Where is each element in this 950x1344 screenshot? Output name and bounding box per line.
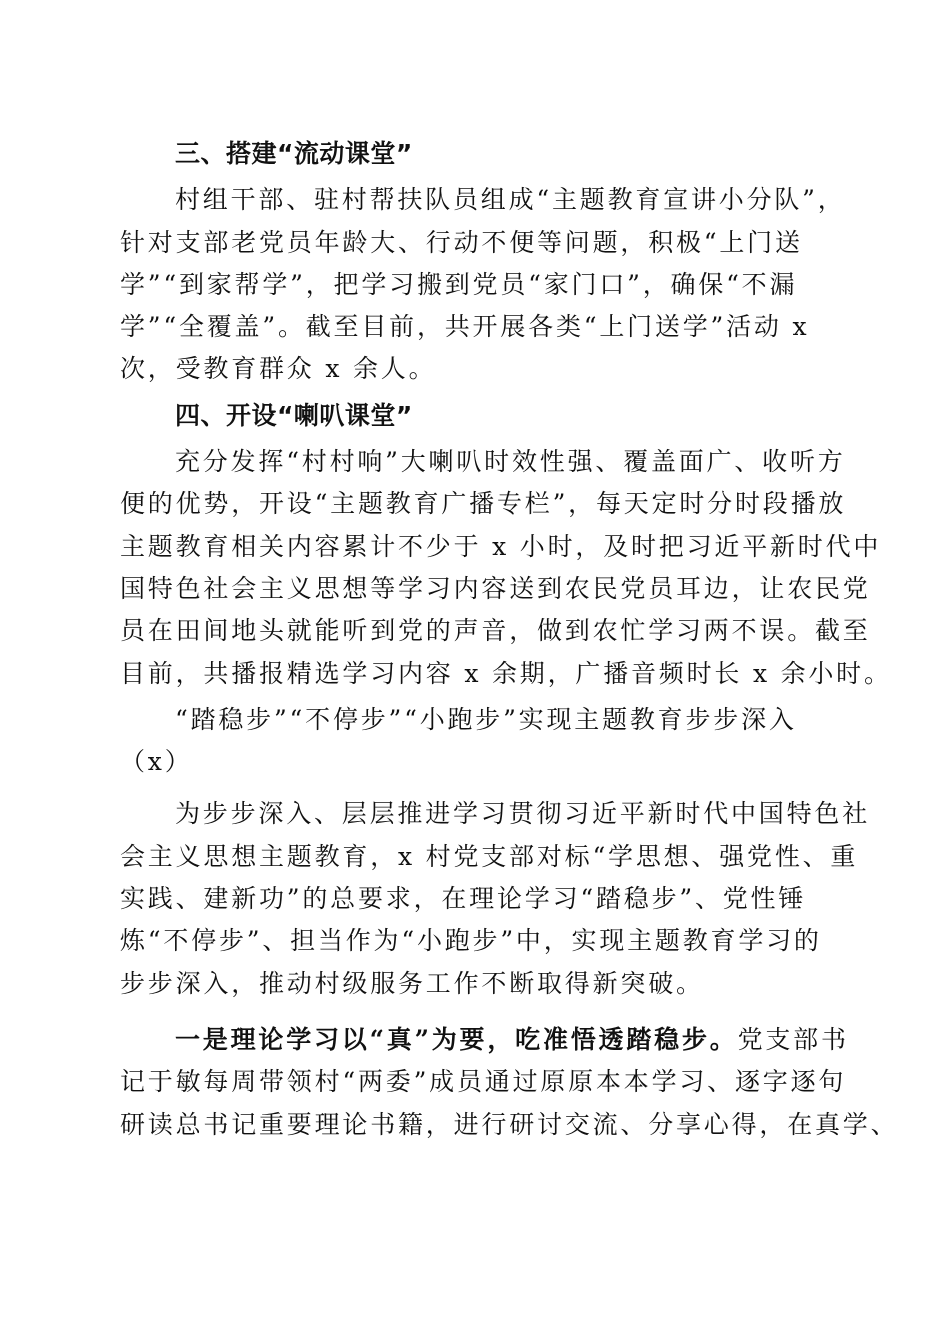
paragraph-line: 记于敏每周带领村“两委”成员通过原原本本学习、逐字逐句 bbox=[120, 1067, 847, 1097]
paragraph-line: 实践、建新功”的总要求，在理论学习“踏稳步”、党性锤 bbox=[120, 884, 807, 914]
point-one-lead: 一是理论学习以“真”为要，吃准悟透踏稳步。 bbox=[175, 1024, 738, 1054]
article-title-suffix: （x） bbox=[120, 747, 193, 777]
paragraph-line: 学”“全覆盖”。截至目前，共开展各类“上门送学”活动 x bbox=[120, 312, 810, 342]
document-body bbox=[120, 133, 899, 1146]
article-title: “踏稳步”“不停步”“小跑步”实现主题教育步步深入 bbox=[175, 704, 797, 734]
paragraph-line: 主题教育相关内容累计不少于 x 小时，及时把习近平新时代中 bbox=[120, 531, 882, 561]
paragraph-line: 会主义思想主题教育，x 村党支部对标“学思想、强党性、重 bbox=[120, 841, 859, 871]
paragraph-line: 便的优势，开设“主题教育广播专栏”，每天定时分时段播放 bbox=[120, 489, 847, 519]
paragraph-line: 次，受教育群众 x 余人。 bbox=[120, 354, 437, 384]
paragraph-line: 充分发挥“村村响”大喇叭时效性强、覆盖面广、收听方 bbox=[175, 447, 846, 477]
point-one-tail: 党支部书 bbox=[737, 1024, 849, 1054]
paragraph-line: 目前，共播报精选学习内容 x 余期，广播音频时长 x 余小时。 bbox=[120, 658, 892, 688]
paragraph-line: 研读总书记重要理论书籍，进行研讨交流、分享心得，在真学、 bbox=[120, 1109, 899, 1139]
point-one-line bbox=[120, 1019, 849, 1061]
paragraph-line: 村组干部、驻村帮扶队员组成“主题教育宣讲小分队”， bbox=[175, 185, 846, 215]
paragraph-line: 为步步深入、层层推进学习贯彻习近平新时代中国特色社 bbox=[175, 799, 871, 829]
paragraph-line: 国特色社会主义思想等学习内容送到农民党员耳边，让农民党 bbox=[120, 573, 871, 603]
paragraph-line: 炼“不停步”、担当作为“小跑步”中，实现主题教育学习的 bbox=[120, 926, 822, 956]
paragraph-line: 步步深入，推动村级服务工作不断取得新突破。 bbox=[120, 968, 704, 998]
section-heading-loudspeaker-classroom: 四、开设“喇叭课堂” bbox=[175, 400, 413, 430]
paragraph-line: 员在田间地头就能听到党的声音，做到农忙学习两不误。截至 bbox=[120, 616, 871, 646]
paragraph-line: 学”“到家帮学”，把学习搬到党员“家门口”，确保“不漏 bbox=[120, 269, 798, 299]
section-heading-mobile-classroom: 三、搭建“流动课堂” bbox=[175, 139, 413, 168]
paragraph-line: 针对支部老党员年龄大、行动不便等问题，积极“上门送 bbox=[120, 227, 803, 257]
